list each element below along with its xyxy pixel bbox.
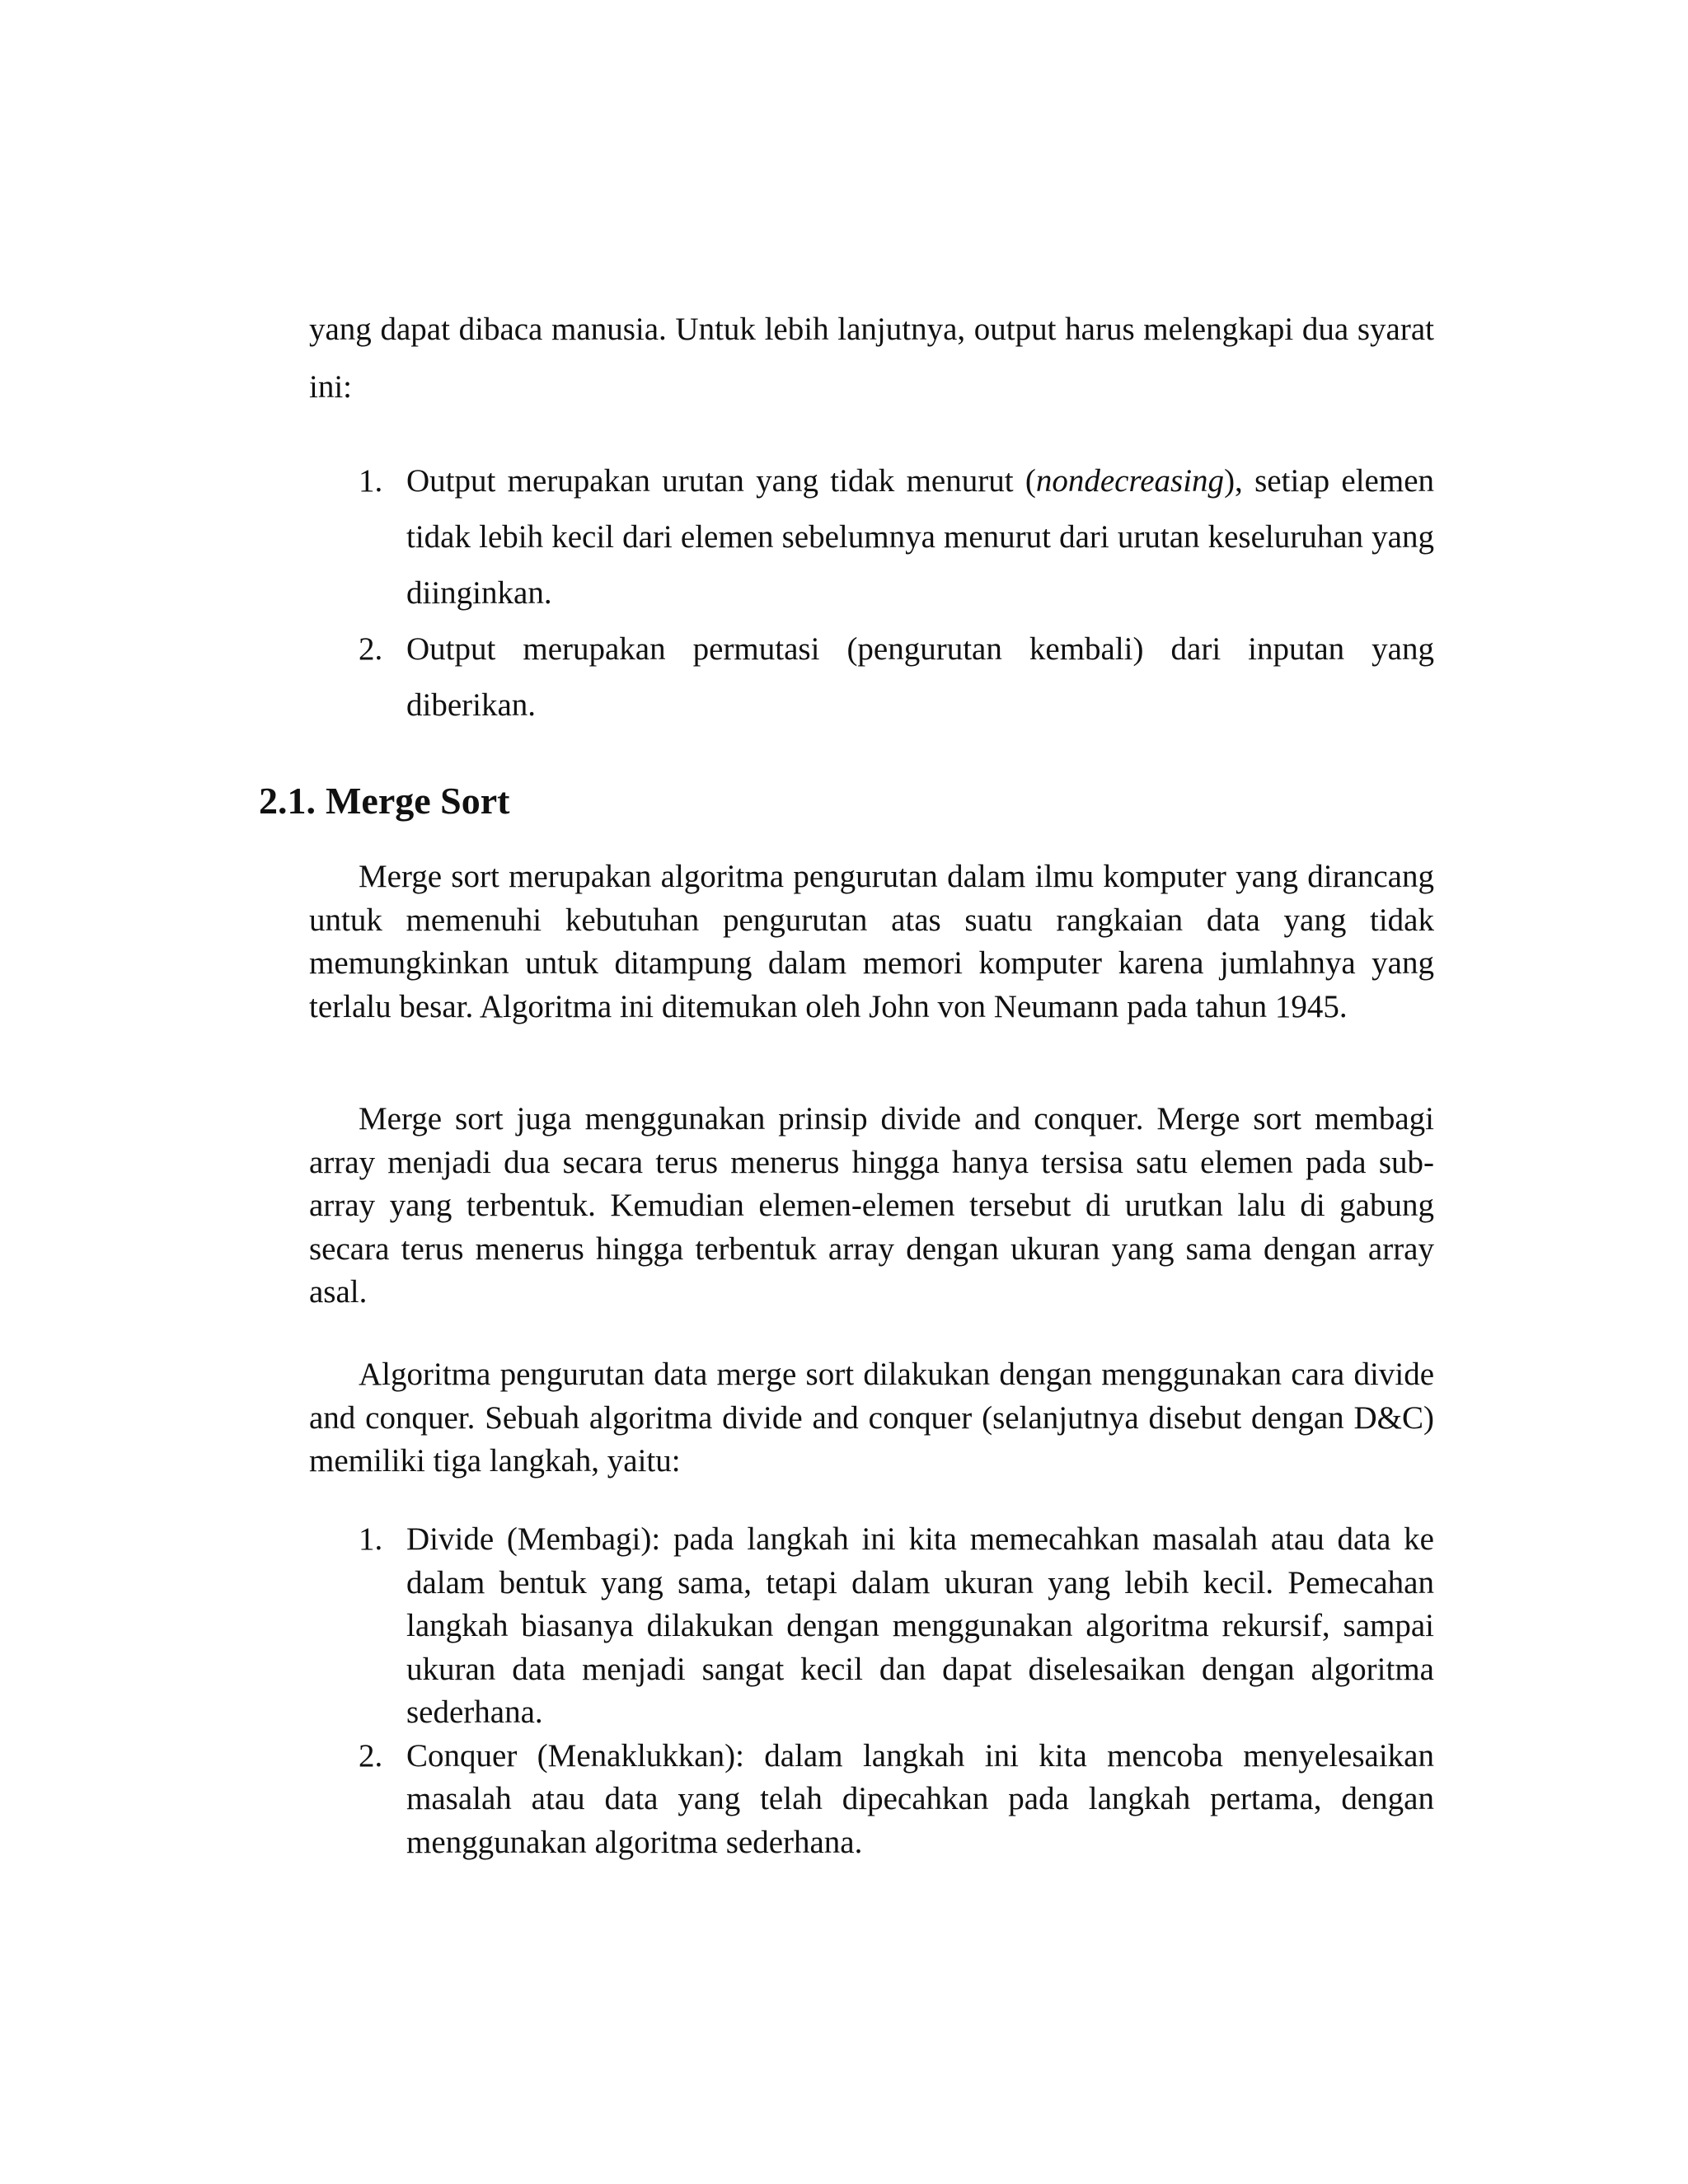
list-item-number: 2.: [359, 631, 383, 667]
list-item-text: ), setiap elemen tidak lebih kecil dari elemen sebelumnya menurut dari urutan keseluruhan yang diinginkan.: [406, 463, 1435, 611]
list-item-number: 1.: [359, 1521, 383, 1557]
paragraph-dc-steps-intro: Algoritma pengurutan data merge sort dilakukan dengan menggunakan cara divide and conquer. Sebuah algoritma divide and conquer (selanjutnya disebut dengan D&C) memiliki tiga langkah, yaitu:: [309, 1357, 1434, 1479]
list-item: [359, 1735, 1434, 1865]
italic-term: nondecreasing: [1035, 463, 1225, 499]
list-item-text: Output merupakan urutan yang tidak menurut (: [406, 463, 1036, 499]
intro-paragraph: yang dapat dibaca manusia. Untuk lebih lanjutnya, output harus melengkapi dua syarat ini:: [309, 312, 1434, 405]
section-number: 2.1.: [259, 780, 316, 822]
list-item: [359, 453, 1434, 621]
dc-steps-list: [359, 1518, 1434, 1864]
list-item: [359, 1518, 1434, 1735]
list-item-text: Output merupakan permutasi (pengurutan kembali) dari inputan yang diberikan.: [406, 631, 1434, 723]
output-conditions-list: [359, 453, 1434, 733]
section-title: Merge Sort: [326, 780, 510, 822]
paragraph-divide-conquer: Merge sort juga menggunakan prinsip divide and conquer. Merge sort membagi array menjadi dua secara terus menerus hingga hanya tersisa satu elemen pada sub-array yang terbentuk. Kemudian elemen-elemen tersebut di urutkan lalu di gabung secara terus menerus hingga terbentuk array dengan ukuran yang sama dengan array asal.: [309, 1101, 1434, 1310]
list-item: [359, 621, 1434, 733]
list-item-number: 2.: [359, 1737, 383, 1774]
section-heading: [259, 778, 510, 824]
list-item-text: Conquer (Menaklukkan): dalam langkah ini kita mencoba menyelesaikan masalah atau data yang telah dipecahkan pada langkah pertama, dengan menggunakan algoritma sederhana.: [406, 1737, 1434, 1860]
paragraph-merge-sort-intro: Merge sort merupakan algoritma pengurutan dalam ilmu komputer yang dirancang untuk memenuhi kebutuhan pengurutan atas suatu rangkaian data yang tidak memungkinkan untuk ditampung dalam memori komputer karena jumlahnya yang terlalu besar. Algoritma ini ditemukan oleh John von Neumann pada tahun 1945.: [309, 859, 1434, 1024]
list-item-text: Divide (Membagi): pada langkah ini kita memecahkan masalah atau data ke dalam bentuk yang sama, tetapi dalam ukuran yang lebih kecil. Pemecahan langkah biasanya dilakukan dengan menggunakan algoritma rekursif, sampai ukuran data menjadi sangat kecil dan dapat diselesaikan dengan algoritma sederhana.: [406, 1521, 1434, 1730]
list-item-number: 1.: [359, 463, 383, 499]
